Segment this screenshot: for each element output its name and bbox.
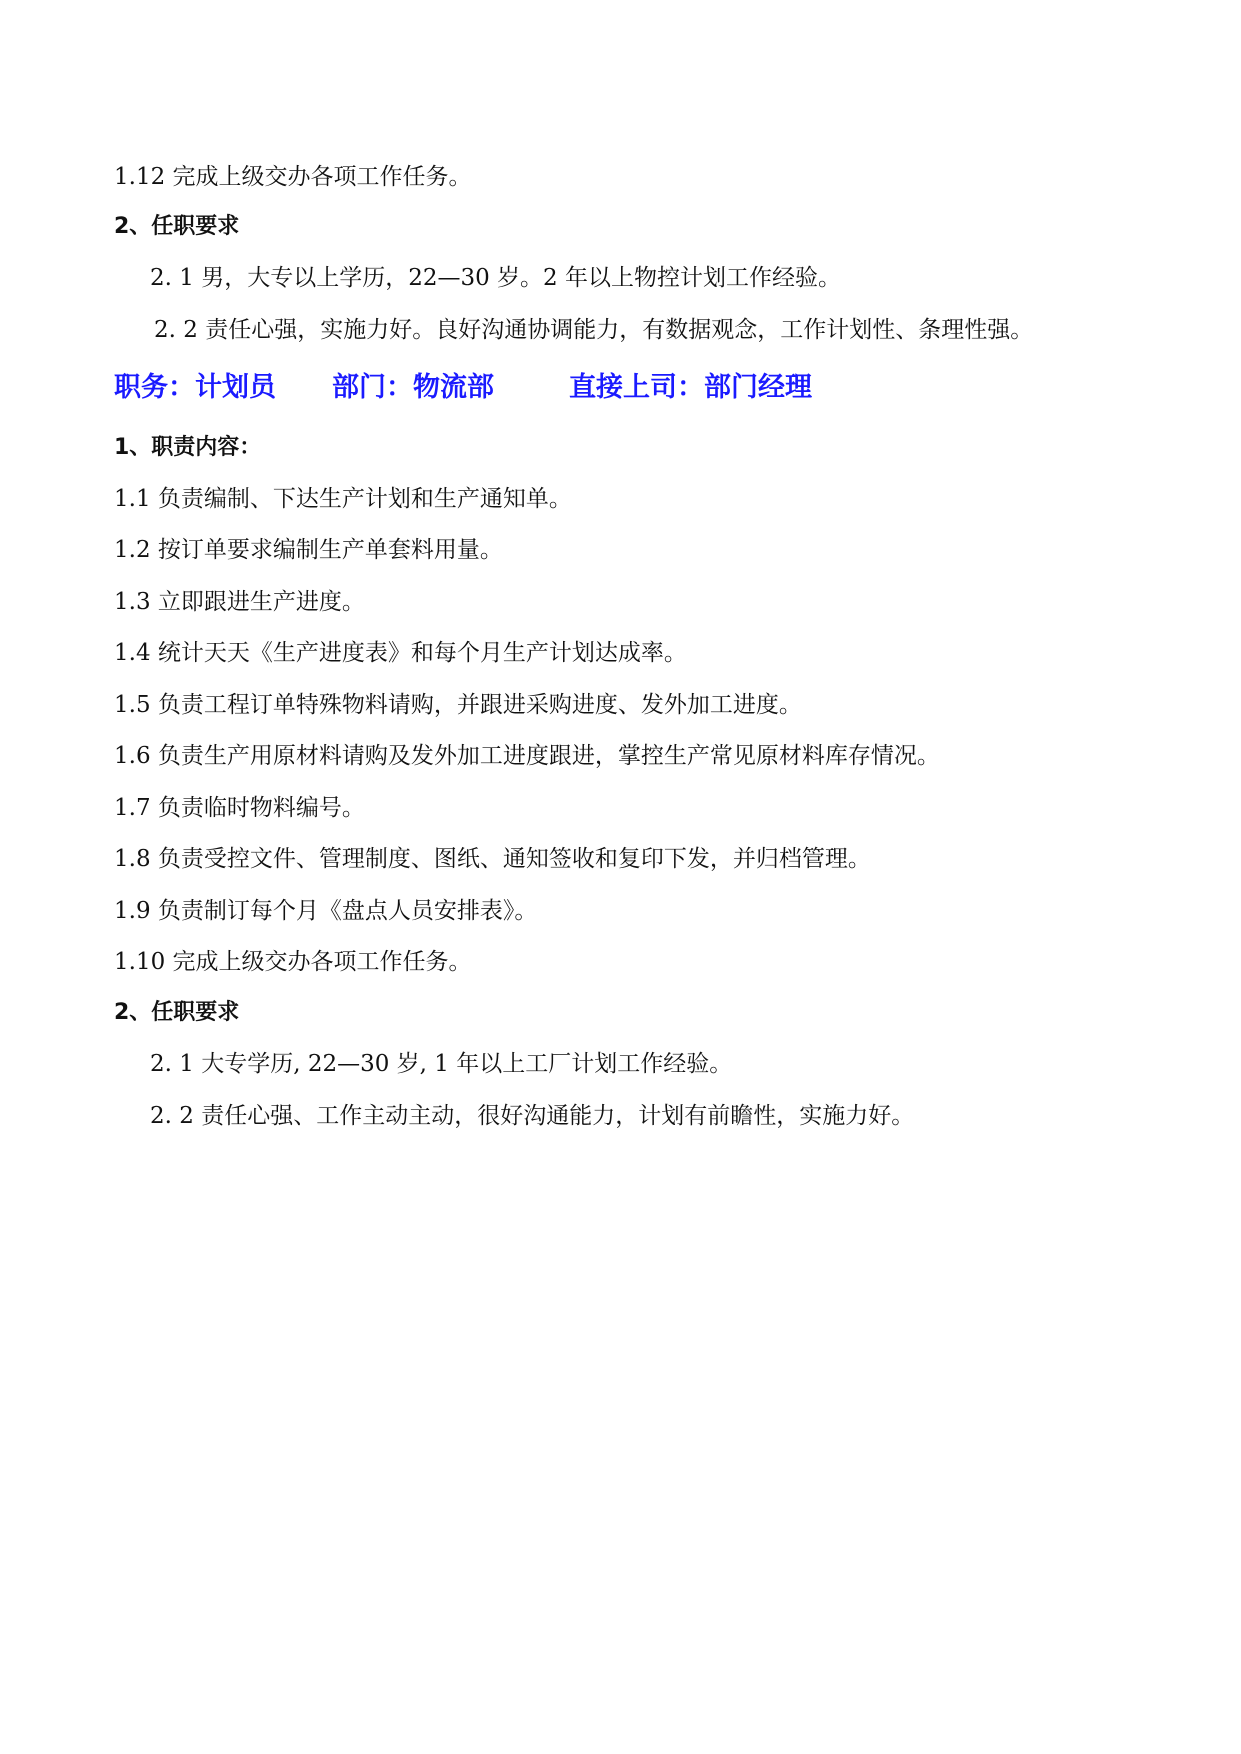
position-supervisor: 直接上司：部门经理 <box>569 372 812 403</box>
duty-item: 1.2 按订单要求编制生产单套料用量。 <box>114 537 503 563</box>
requirements-heading: 2、任职要求 <box>114 214 240 239</box>
duty-item: 1.7 负责临时物料编号。 <box>114 795 365 821</box>
position-department: 部门：物流部 <box>332 372 494 403</box>
duty-item: 1.8 负责受控文件、管理制度、图纸、通知签收和复印下发，并归档管理。 <box>114 846 871 872</box>
duties-heading: 1、职责内容： <box>114 435 262 460</box>
position-title: 职务：计划员 <box>114 372 276 403</box>
duty-item: 1.5 负责工程订单特殊物料请购，并跟进采购进度、发外加工进度。 <box>114 692 802 718</box>
requirement-2-1: 2. 1 大专学历, 22—30 岁, 1 年以上工厂计划工作经验。 <box>150 1051 733 1077</box>
requirement-2-1: 2. 1 男，大专以上学历，22—30 岁。2 年以上物控计划工作经验。 <box>150 265 841 291</box>
duty-item: 1.3 立即跟进生产进度。 <box>114 589 365 615</box>
requirements-heading: 2、任职要求 <box>114 1000 240 1025</box>
duty-item: 1.6 负责生产用原材料请购及发外加工进度跟进，掌控生产常见原材料库存情况。 <box>114 743 940 769</box>
duty-item-1-12: 1.12 完成上级交办各项工作任务。 <box>114 164 472 190</box>
requirement-2-2: 2. 2 责任心强，实施力好。良好沟通协调能力，有数据观念，工作计划性、条理性强。 <box>154 317 1034 343</box>
duty-item: 1.4 统计天天《生产进度表》和每个月生产计划达成率。 <box>114 640 687 666</box>
requirement-2-2: 2. 2 责任心强、工作主动主动，很好沟通能力，计划有前瞻性，实施力好。 <box>150 1103 915 1129</box>
duty-item: 1.1 负责编制、下达生产计划和生产通知单。 <box>114 486 572 512</box>
duty-item: 1.9 负责制订每个月《盘点人员安排表》。 <box>114 898 538 924</box>
duty-item: 1.10 完成上级交办各项工作任务。 <box>114 949 472 975</box>
position-header <box>114 371 874 405</box>
